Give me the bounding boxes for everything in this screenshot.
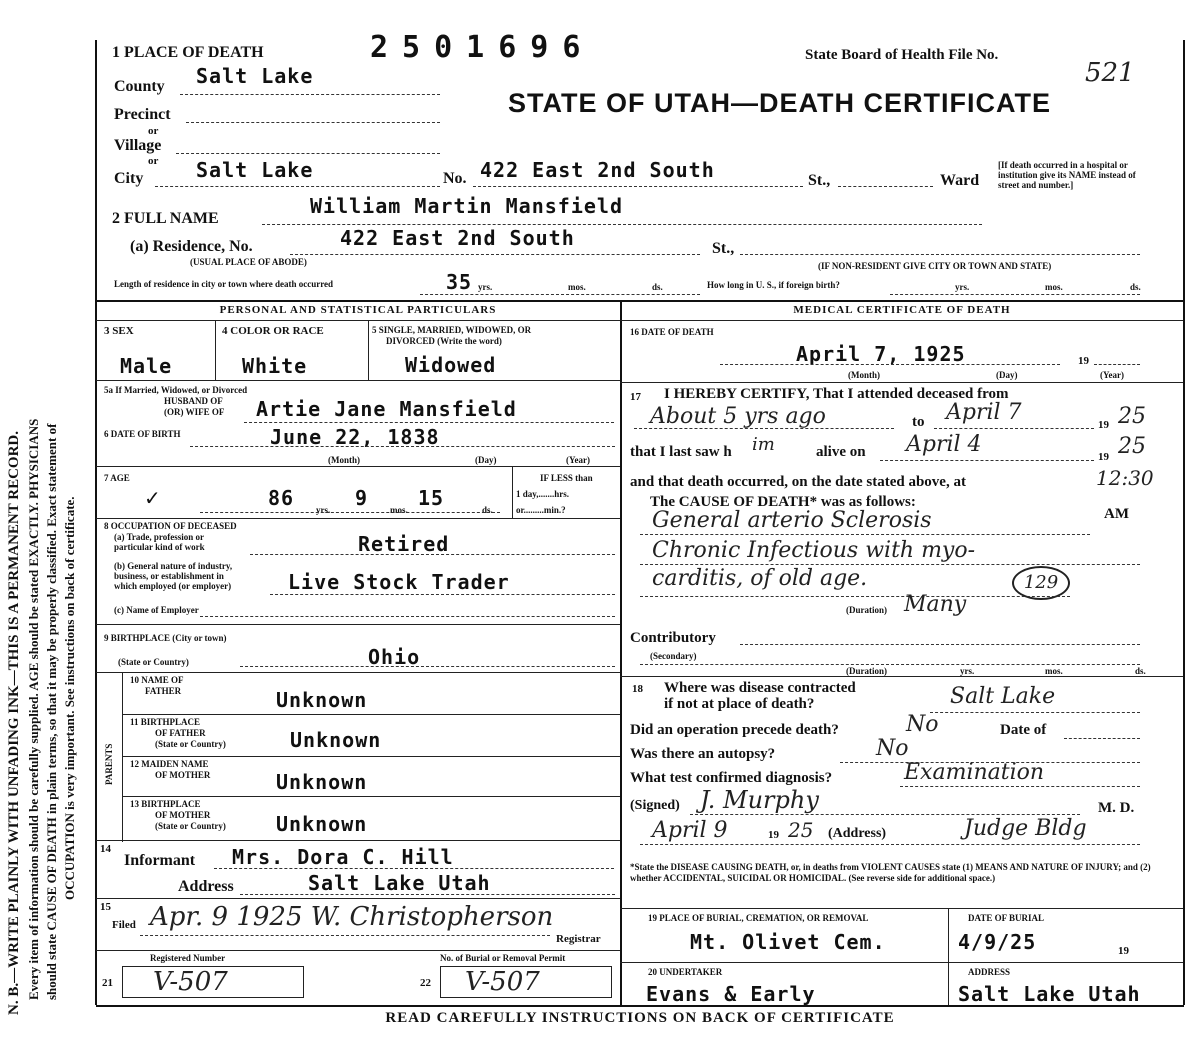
marital-label-2: DIVORCED (Write the word) bbox=[386, 336, 502, 346]
cause-circle-number: 129 bbox=[1023, 572, 1059, 593]
cause-footnote: *State the DISEASE CAUSING DEATH, or, in deaths from VIOLENT CAUSES state (1) MEANS AND NATURE OF INJURY; and (2) whether ACCIDENTAL, SUICIDAL OR HOMICIDAL. (See reverse side for additional space.) bbox=[630, 862, 1151, 883]
row-rule-2 bbox=[96, 466, 620, 467]
mos-label: mos. bbox=[568, 282, 586, 292]
contributory-line-2 bbox=[640, 664, 1140, 665]
registered-number-label: Registered Number bbox=[150, 953, 226, 963]
date-of-death-value: April 7, 1925 bbox=[796, 342, 966, 366]
spouse-label-2: HUSBAND OF bbox=[164, 396, 223, 406]
age-years: 86 bbox=[268, 486, 295, 510]
death-day-caption: (Day) bbox=[996, 370, 1018, 380]
duration2-yrs: yrs. bbox=[960, 666, 975, 676]
hospital-note: [If death occurred in a hospital or institution give its NAME instead of street and number.] bbox=[998, 160, 1136, 190]
burial-permit-prefix: 22 bbox=[420, 977, 431, 989]
father-bp-label-1: 11 BIRTHPLACE bbox=[130, 717, 200, 727]
marital-label-1: 5 SINGLE, MARRIED, WIDOWED, OR bbox=[372, 325, 532, 335]
row-rule-8 bbox=[122, 796, 620, 797]
dob-year-caption: (Year) bbox=[566, 455, 590, 465]
cause-circle bbox=[1012, 566, 1070, 600]
how-long-us-label: How long in U. S., if foreign birth? bbox=[707, 280, 840, 290]
full-name-label: 2 FULL NAME bbox=[112, 210, 219, 227]
q18-value: Salt Lake bbox=[950, 684, 1056, 709]
operation-label: Did an operation precede death? bbox=[630, 722, 839, 738]
row-rule-7 bbox=[122, 756, 620, 757]
length-line bbox=[420, 294, 700, 295]
burial-year-suffix: 19 bbox=[1118, 945, 1129, 957]
operation-value: No bbox=[906, 712, 939, 737]
father-birthplace-value: Unknown bbox=[290, 728, 382, 752]
county-line bbox=[180, 94, 440, 95]
cause-line-2: Chronic Infectious with myo- bbox=[652, 538, 976, 563]
parents-vertical-label: PARENTS bbox=[104, 743, 114, 785]
dob-label: 6 DATE OF BIRTH bbox=[104, 429, 181, 439]
city-value: Salt Lake bbox=[196, 158, 314, 182]
registrar-label: Registrar bbox=[556, 933, 601, 945]
burial-place-value: Mt. Olivet Cem. bbox=[690, 930, 886, 954]
footer-rule bbox=[96, 1005, 1184, 1007]
occ-b-line bbox=[270, 594, 615, 595]
county-value: Salt Lake bbox=[196, 64, 314, 88]
less-than-2: 1 day,.......hrs. bbox=[516, 489, 570, 499]
dob-day-caption: (Day) bbox=[475, 455, 497, 465]
physician-address-line bbox=[640, 844, 1140, 845]
burial-date-label: DATE OF BURIAL bbox=[968, 913, 1045, 923]
county-label: County bbox=[114, 78, 165, 95]
attended-to-line bbox=[934, 428, 1094, 429]
q18-label-1: Where was disease contracted bbox=[664, 680, 856, 696]
physician-address-label: (Address) bbox=[828, 826, 887, 841]
undertaker-address-label: ADDRESS bbox=[968, 967, 1011, 977]
death-year-caption: (Year) bbox=[1100, 370, 1124, 380]
city-line bbox=[155, 186, 440, 187]
ds-label: ds. bbox=[652, 282, 663, 292]
frame-left-border bbox=[95, 40, 97, 1005]
birthplace-line bbox=[240, 666, 615, 667]
spouse-label-1: 5a If Married, Widowed, or Divorced bbox=[104, 385, 248, 395]
attended-from-value: About 5 yrs ago bbox=[650, 404, 826, 429]
race-label: 4 COLOR OR RACE bbox=[222, 325, 324, 337]
last-saw-fill: im bbox=[752, 434, 775, 455]
mother-bp-label-2: OF MOTHER bbox=[155, 810, 211, 820]
medical-heading: MEDICAL CERTIFICATE OF DEATH bbox=[793, 304, 1011, 316]
death-occurred-label: and that death occurred, on the date stated above, at bbox=[630, 474, 966, 490]
occupation-b-value: Live Stock Trader bbox=[288, 570, 510, 594]
age-months: 9 bbox=[355, 486, 369, 510]
signed-date-value: April 9 bbox=[652, 818, 728, 843]
center-divider bbox=[620, 300, 622, 1005]
medical-rule-1 bbox=[620, 382, 1183, 383]
death-month-caption: (Month) bbox=[848, 370, 880, 380]
secondary-caption: (Secondary) bbox=[650, 651, 697, 661]
dob-value: June 22, 1838 bbox=[270, 425, 440, 449]
physician-address-value: Judge Bldg bbox=[964, 816, 1087, 841]
date-of-line bbox=[1064, 738, 1140, 739]
cause-rule-1 bbox=[640, 534, 1090, 535]
residence-st-label: St., bbox=[712, 240, 735, 257]
mos-label-2: mos. bbox=[1045, 282, 1063, 292]
ward-label: Ward bbox=[940, 172, 980, 189]
heading-rule bbox=[96, 320, 1183, 321]
row-rule-10 bbox=[96, 898, 620, 899]
mother-birthplace-value: Unknown bbox=[276, 812, 368, 836]
md-label: M. D. bbox=[1098, 800, 1135, 816]
informant-line bbox=[214, 868, 614, 869]
age-label: 7 AGE bbox=[104, 473, 130, 483]
birthplace-value: Ohio bbox=[368, 645, 421, 669]
occ-a-line-1: (a) Trade, profession or bbox=[114, 532, 204, 542]
duration2-caption: (Duration) bbox=[846, 666, 887, 676]
occ-b-line-2: business, or establishment in bbox=[114, 571, 224, 581]
age-mos-caption: mos. bbox=[390, 505, 408, 515]
time-of-death-value: 12:30 bbox=[1096, 466, 1154, 490]
occ-b-line-3: which employed (or employer) bbox=[114, 581, 232, 591]
row-rule-5 bbox=[96, 672, 620, 673]
certificate-number: 2501696 bbox=[370, 30, 595, 65]
occupation-label: 8 OCCUPATION OF DECEASED bbox=[104, 521, 237, 531]
row-rule-3 bbox=[96, 518, 620, 519]
city-label: City bbox=[114, 170, 144, 187]
employer-label: (c) Name of Employer bbox=[114, 605, 199, 615]
age-line bbox=[200, 512, 500, 513]
dob-line bbox=[190, 446, 615, 447]
yrs-label-2: yrs. bbox=[955, 282, 970, 292]
duration2-mos: mos. bbox=[1045, 666, 1063, 676]
filed-value: Apr. 9 1925 W. Christopherson bbox=[150, 902, 554, 932]
date-of-death-label: 16 DATE OF DEATH bbox=[630, 327, 714, 337]
alive-year-value: 25 bbox=[1118, 434, 1146, 459]
sex-label: 3 SEX bbox=[104, 325, 134, 337]
row-rule-6 bbox=[122, 714, 620, 715]
side-note-line-3: should state CAUSE OF DEATH in plain terms, so that it may be properly classified. Exact statement of bbox=[44, 423, 59, 1000]
informant-value: Mrs. Dora C. Hill bbox=[232, 845, 454, 869]
ds-label-2: ds. bbox=[1130, 282, 1141, 292]
occupation-a-value: Retired bbox=[358, 532, 450, 556]
filed-number: 15 bbox=[100, 901, 111, 913]
length-residence-years: 35 bbox=[446, 270, 473, 294]
sex-divider bbox=[215, 320, 216, 380]
dob-month-caption: (Month) bbox=[328, 455, 360, 465]
undertaker-address-value: Salt Lake Utah bbox=[958, 982, 1141, 1006]
cause-line-3: carditis, of old age. bbox=[652, 566, 868, 591]
spouse-line bbox=[244, 422, 614, 423]
test-line bbox=[900, 786, 1140, 787]
cause-rule-3 bbox=[640, 596, 1070, 597]
village-label: Village bbox=[114, 137, 162, 154]
side-note-line-1: N. B.—WRITE PLAINLY WITH UNFADING INK—THIS IS A PERMANENT RECORD. bbox=[6, 431, 22, 1015]
occ-b-line-1: (b) General nature of industry, bbox=[114, 561, 233, 571]
cause-label: The CAUSE OF DEATH* was as follows: bbox=[650, 494, 916, 510]
attended-to-value: April 7 bbox=[946, 400, 1022, 425]
residence-line bbox=[290, 254, 700, 255]
street-line bbox=[473, 186, 803, 187]
signed-label: (Signed) bbox=[630, 798, 680, 813]
place-of-death-heading: 1 PLACE OF DEATH bbox=[112, 44, 264, 61]
occ-a-line-2: particular kind of work bbox=[114, 542, 205, 552]
marital-value: Widowed bbox=[405, 353, 497, 377]
certify-number: 17 bbox=[630, 391, 641, 403]
or-text-1: or bbox=[148, 125, 159, 137]
informant-address-label: Address bbox=[178, 878, 234, 895]
test-label: What test confirmed diagnosis? bbox=[630, 770, 833, 786]
father-value: Unknown bbox=[276, 688, 368, 712]
q18-label-2: if not at place of death? bbox=[664, 696, 815, 712]
registered-number-value: V-507 bbox=[153, 967, 228, 997]
autopsy-value: No bbox=[876, 736, 909, 761]
how-long-line bbox=[890, 294, 1140, 295]
informant-label: Informant bbox=[124, 852, 196, 869]
informant-number: 14 bbox=[100, 843, 111, 855]
less-than-3: or.........min.? bbox=[516, 505, 566, 515]
age-ds-caption: ds. bbox=[482, 505, 493, 515]
mother-bp-label-1: 13 BIRTHPLACE bbox=[130, 799, 201, 809]
alive-on-label: alive on bbox=[816, 444, 866, 460]
race-value: White bbox=[242, 354, 308, 378]
filed-label: Filed bbox=[112, 919, 136, 931]
nonresident-note: (IF NON-RESIDENT GIVE CITY OR TOWN AND STATE) bbox=[818, 261, 1052, 271]
birthplace-sub: (State or Country) bbox=[118, 657, 189, 667]
to-label: to bbox=[912, 414, 925, 430]
signed-year-prefix: 19 bbox=[768, 829, 779, 841]
certificate-title: STATE OF UTAH—DEATH CERTIFICATE bbox=[508, 88, 1051, 118]
signed-line bbox=[690, 814, 1080, 815]
to-year-prefix: 19 bbox=[1098, 419, 1109, 431]
duration-value: Many bbox=[904, 592, 967, 617]
section-top-rule bbox=[96, 300, 1183, 302]
burial-divider bbox=[948, 908, 949, 1005]
birthplace-label: 9 BIRTHPLACE (City or town) bbox=[104, 633, 227, 643]
residence-label: (a) Residence, No. bbox=[130, 238, 253, 255]
q18-number: 18 bbox=[632, 683, 643, 695]
duration-caption: (Duration) bbox=[846, 605, 887, 615]
alive-on-value: April 4 bbox=[906, 432, 982, 457]
frame-right-border bbox=[1183, 40, 1185, 1005]
date-of-death-year-prefix: 19 bbox=[1078, 355, 1089, 367]
personal-heading: PERSONAL AND STATISTICAL PARTICULARS bbox=[219, 304, 497, 316]
race-divider bbox=[368, 320, 369, 380]
row-rule-1 bbox=[96, 380, 620, 381]
street-no-label: No. bbox=[443, 170, 467, 187]
to-year-value: 25 bbox=[1118, 404, 1146, 429]
signed-value: J. Murphy bbox=[700, 786, 819, 814]
registered-number-box bbox=[122, 966, 304, 998]
informant-address-value: Salt Lake Utah bbox=[308, 871, 491, 895]
full-name-line bbox=[262, 224, 982, 225]
precinct-line bbox=[186, 122, 440, 123]
age-days: 15 bbox=[418, 486, 445, 510]
residence-value: 422 East 2nd South bbox=[340, 226, 575, 250]
occ-a-line bbox=[250, 554, 615, 555]
sex-value: Male bbox=[120, 354, 173, 378]
file-number-label: State Board of Health File No. bbox=[805, 47, 999, 63]
attended-from-line bbox=[634, 428, 894, 429]
duration2-ds: ds. bbox=[1135, 666, 1146, 676]
mother-value: Unknown bbox=[276, 770, 368, 794]
employer-line bbox=[200, 616, 615, 617]
cause-line-1: General arterio Sclerosis bbox=[652, 508, 932, 533]
street-st-label: St., bbox=[808, 172, 831, 189]
medical-rule-3 bbox=[620, 908, 1183, 909]
cause-rule-2 bbox=[640, 564, 1140, 565]
contributory-label: Contributory bbox=[630, 630, 716, 646]
less-than-divider bbox=[512, 466, 513, 518]
residence-note: (USUAL PLACE OF ABODE) bbox=[190, 257, 307, 267]
mother-bp-label-3: (State or Country) bbox=[155, 821, 226, 831]
am-label: AM bbox=[1104, 506, 1129, 522]
precinct-label: Precinct bbox=[114, 106, 171, 123]
length-residence-label: Length of residence in city or town where death occurred bbox=[114, 279, 334, 289]
burial-date-value: 4/9/25 bbox=[958, 930, 1037, 954]
medical-rule-4 bbox=[620, 962, 1183, 963]
q18-line bbox=[930, 712, 1140, 713]
village-line bbox=[176, 153, 440, 154]
row-rule-4 bbox=[96, 624, 620, 625]
father-bp-label-3: (State or Country) bbox=[155, 739, 226, 749]
autopsy-label: Was there an autopsy? bbox=[630, 746, 776, 762]
contributory-line bbox=[740, 644, 1140, 645]
father-bp-label-2: OF FATHER bbox=[155, 728, 206, 738]
date-of-label: Date of bbox=[1000, 722, 1047, 738]
burial-permit-value: V-507 bbox=[465, 967, 540, 997]
informant-address-line bbox=[240, 894, 615, 895]
full-name-value: William Martin Mansfield bbox=[310, 194, 623, 218]
undertaker-value: Evans & Early bbox=[646, 982, 816, 1006]
spouse-label-3: (OR) WIFE OF bbox=[164, 407, 225, 417]
date-of-death-year-line bbox=[1094, 364, 1140, 365]
row-rule-9 bbox=[96, 840, 620, 841]
filed-line bbox=[140, 935, 550, 936]
father-label-1: 10 NAME OF bbox=[130, 675, 184, 685]
side-note-line-2: Every item of information should be carefully supplied. AGE should be stated EXACTLY. PHYSICIANS bbox=[26, 418, 41, 1000]
last-saw-label: that I last saw h bbox=[630, 444, 732, 460]
certify-text: I HEREBY CERTIFY, That I attended deceased from bbox=[664, 386, 1009, 402]
yrs-label: yrs. bbox=[478, 282, 493, 292]
father-label-2: FATHER bbox=[145, 686, 182, 696]
date-of-death-line bbox=[720, 364, 1060, 365]
row-rule-11 bbox=[96, 950, 620, 951]
burial-permit-label: No. of Burial or Removal Permit bbox=[440, 953, 566, 963]
less-than-1: IF LESS than bbox=[540, 473, 593, 483]
mother-label-1: 12 MAIDEN NAME bbox=[130, 759, 209, 769]
signed-year-value: 25 bbox=[788, 818, 814, 842]
burial-place-label: 19 PLACE OF BURIAL, CREMATION, OR REMOVAL bbox=[648, 913, 869, 923]
age-yrs-caption: yrs. bbox=[316, 505, 331, 515]
parents-divider bbox=[122, 672, 123, 842]
alive-on-line bbox=[880, 460, 1094, 461]
residence-city-line bbox=[740, 254, 1140, 255]
burial-permit-box bbox=[440, 966, 612, 998]
spouse-value: Artie Jane Mansfield bbox=[256, 397, 517, 421]
age-check: ✓ bbox=[144, 486, 161, 510]
ward-blank-line bbox=[838, 186, 933, 187]
medical-rule-2 bbox=[620, 676, 1183, 677]
alive-year-prefix: 19 bbox=[1098, 451, 1109, 463]
street-value: 422 East 2nd South bbox=[480, 158, 715, 182]
or-text-2: or bbox=[148, 155, 159, 167]
registered-number-prefix: 21 bbox=[102, 977, 113, 989]
footer-instructions: READ CAREFULLY INSTRUCTIONS ON BACK OF CERTIFICATE bbox=[385, 1010, 895, 1026]
mother-label-2: OF MOTHER bbox=[155, 770, 211, 780]
side-note-line-4: OCCUPATION is very important. See instructions on back of certificate. bbox=[62, 496, 77, 900]
undertaker-label: 20 UNDERTAKER bbox=[648, 967, 723, 977]
file-number-value: 521 bbox=[1085, 58, 1135, 88]
test-value: Examination bbox=[904, 760, 1045, 785]
